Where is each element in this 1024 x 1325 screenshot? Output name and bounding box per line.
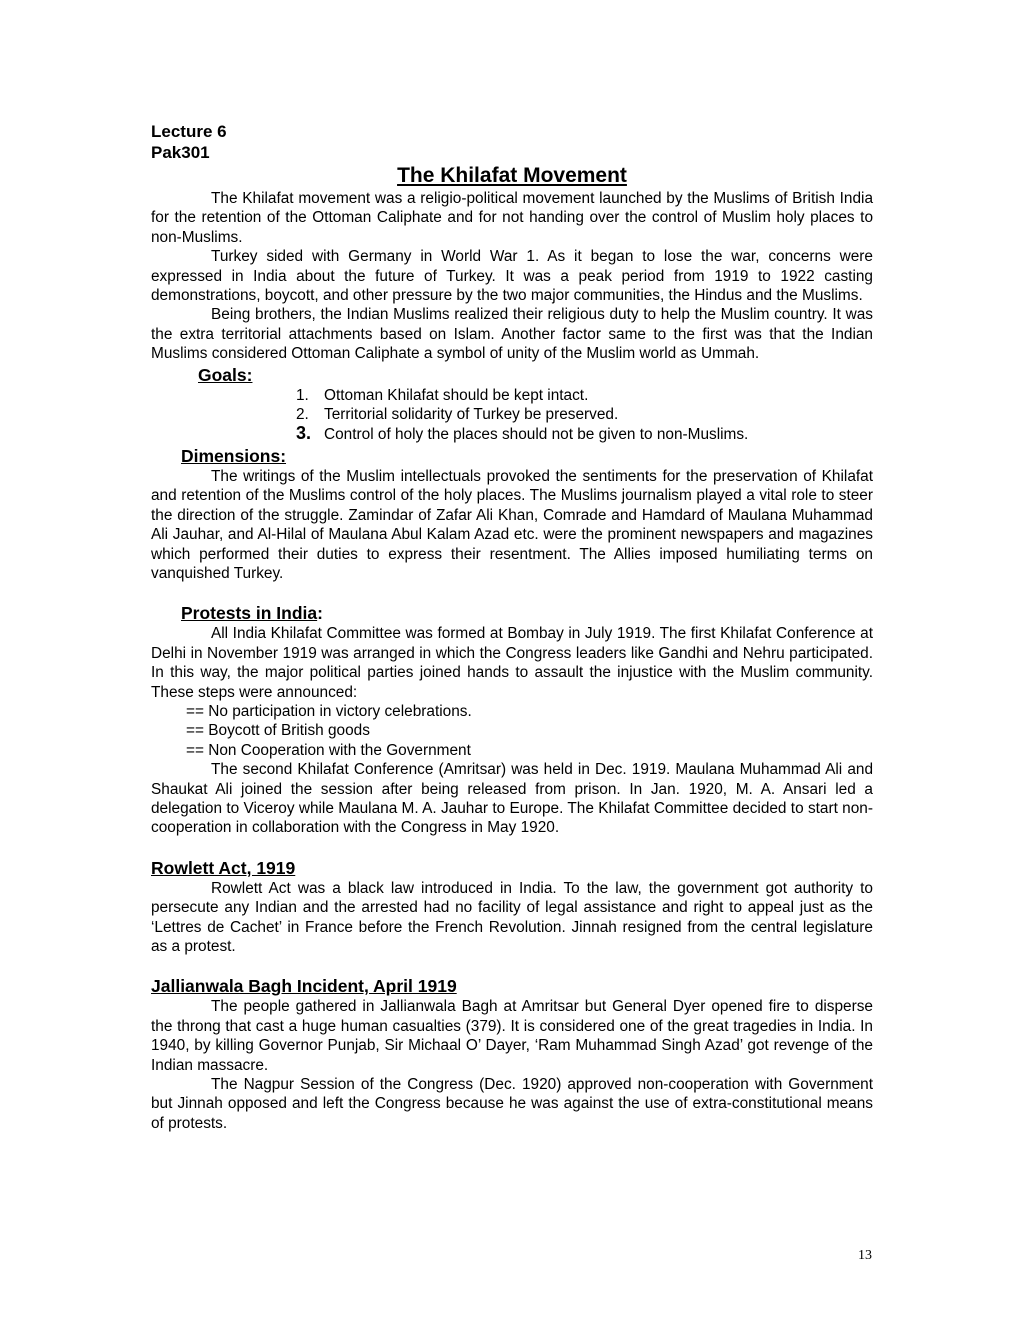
course-code: Pak301 bbox=[151, 143, 210, 162]
list-item: 3. Control of holy the places should not be given to non-Muslims. bbox=[296, 423, 749, 444]
intro-paragraph-3: Being brothers, the Indian Muslims realized their religious duty to help the Muslim country. It was the extra territorial attachments based on Islam. Another factor same to the first was that the Indian Muslims considered Ottoman Caliphate a symbol of unity of the Muslim world as Ummah. bbox=[151, 306, 873, 363]
list-item: 2. Territorial solidarity of Turkey be preserved. bbox=[296, 406, 619, 424]
dimensions-heading: Dimensions: bbox=[181, 445, 287, 466]
page-title: The Khilafat Movement bbox=[397, 164, 627, 187]
page-number: 13 bbox=[858, 1248, 872, 1263]
protests-paragraph-2: The second Khilafat Conference (Amritsar) was held in Dec. 1919. Maulana Muhammad Ali and Shaukat Ali joined the session after being released from prison. In Jan. 1920, M. A. Ansari led a delegation to Viceroy while Maulana M. A. Jauhar to Europe. The Khilafat Committee decided to start non-cooperation in collaboration with the Congress in May 1920. bbox=[151, 761, 873, 837]
goals-list bbox=[296, 386, 873, 445]
intro-paragraph-1: The Khilafat movement was a religio-political movement launched by the Muslims of British India for the retention of the Ottoman Caliphate and for not handing over the control of Muslim holy places to non-Muslims. bbox=[151, 190, 873, 246]
protests-heading: Protests in India: bbox=[181, 603, 323, 624]
dimensions-paragraph: The writings of the Muslim intellectuals provoked the sentiments for the preservation of Khilafat and retention of the Muslims control of the holy places. The Muslims journalism played a vital role to steer the direction of the struggle. Zamindar of Zafar Ali Khan, Comrade and Hamdard of Maulana Muhammad Ali Jauhar, and Al-Hilal of Maulana Abul Kalam Azad etc. were the prominent newspapers and magazines which performed their duties to express their resentment. The Allies imposed humiliating terms on vanquished Turkey. bbox=[151, 467, 873, 582]
lecture-label: Lecture 6 bbox=[151, 122, 227, 141]
list-item: 1. Ottoman Khilafat should be kept intact. bbox=[296, 386, 589, 404]
rowlett-paragraph: Rowlett Act was a black law introduced in India. To the law, the government got authority to persecute any Indian and the arrested had no facility of legal assistance and right to appeal just as the ‘Lettres de Cachet’ in France before the French Revolution. Jinnah resigned from the central legislature as a protest. bbox=[151, 879, 873, 955]
jallianwala-paragraph-1: The people gathered in Jallianwala Bagh at Amritsar but General Dyer opened fire to disperse the throng that cast a huge human casualties (379). It is considered one of the great tragedies in India. In 1940, by killing Governor Punjab, Sir Michaal O’ Dayer, ‘Ram Muhammad Singh Azad’ got revenge of the Indian massacre. bbox=[151, 998, 873, 1074]
protests-paragraph-1: All India Khilafat Committee was formed at Bombay in July 1919. The first Khilafat Conference at Delhi in November 1919 was arranged in which the Congress leaders like Gandhi and Nehru participated. In this way, the major political parties joined hands to assault the injustice with the Muslim community. These steps were announced: bbox=[151, 625, 873, 701]
rowlett-heading: Rowlett Act, 1919 bbox=[151, 857, 296, 878]
jallianwala-heading: Jallianwala Bagh Incident, April 1919 bbox=[151, 976, 457, 997]
list-item: == Non Cooperation with the Government bbox=[186, 741, 471, 759]
document-page bbox=[151, 121, 873, 1133]
goals-heading: Goals: bbox=[198, 364, 253, 385]
jallianwala-paragraph-2: The Nagpur Session of the Congress (Dec. 1920) approved non-cooperation with Government but Jinnah opposed and left the Congress because he was against the use of extra-constitutional means of protests. bbox=[151, 1076, 873, 1132]
list-item: == Boycott of British goods bbox=[186, 722, 370, 740]
list-item: == No participation in victory celebrations. bbox=[186, 702, 472, 720]
intro-paragraph-2: Turkey sided with Germany in World War 1. As it began to lose the war, concerns were expressed in India about the future of Turkey. It was a peak period from 1919 to 1922 casting demonstrations, boycott, and other pressure by the two major communities, the Hindus and the Muslims. bbox=[151, 248, 873, 305]
